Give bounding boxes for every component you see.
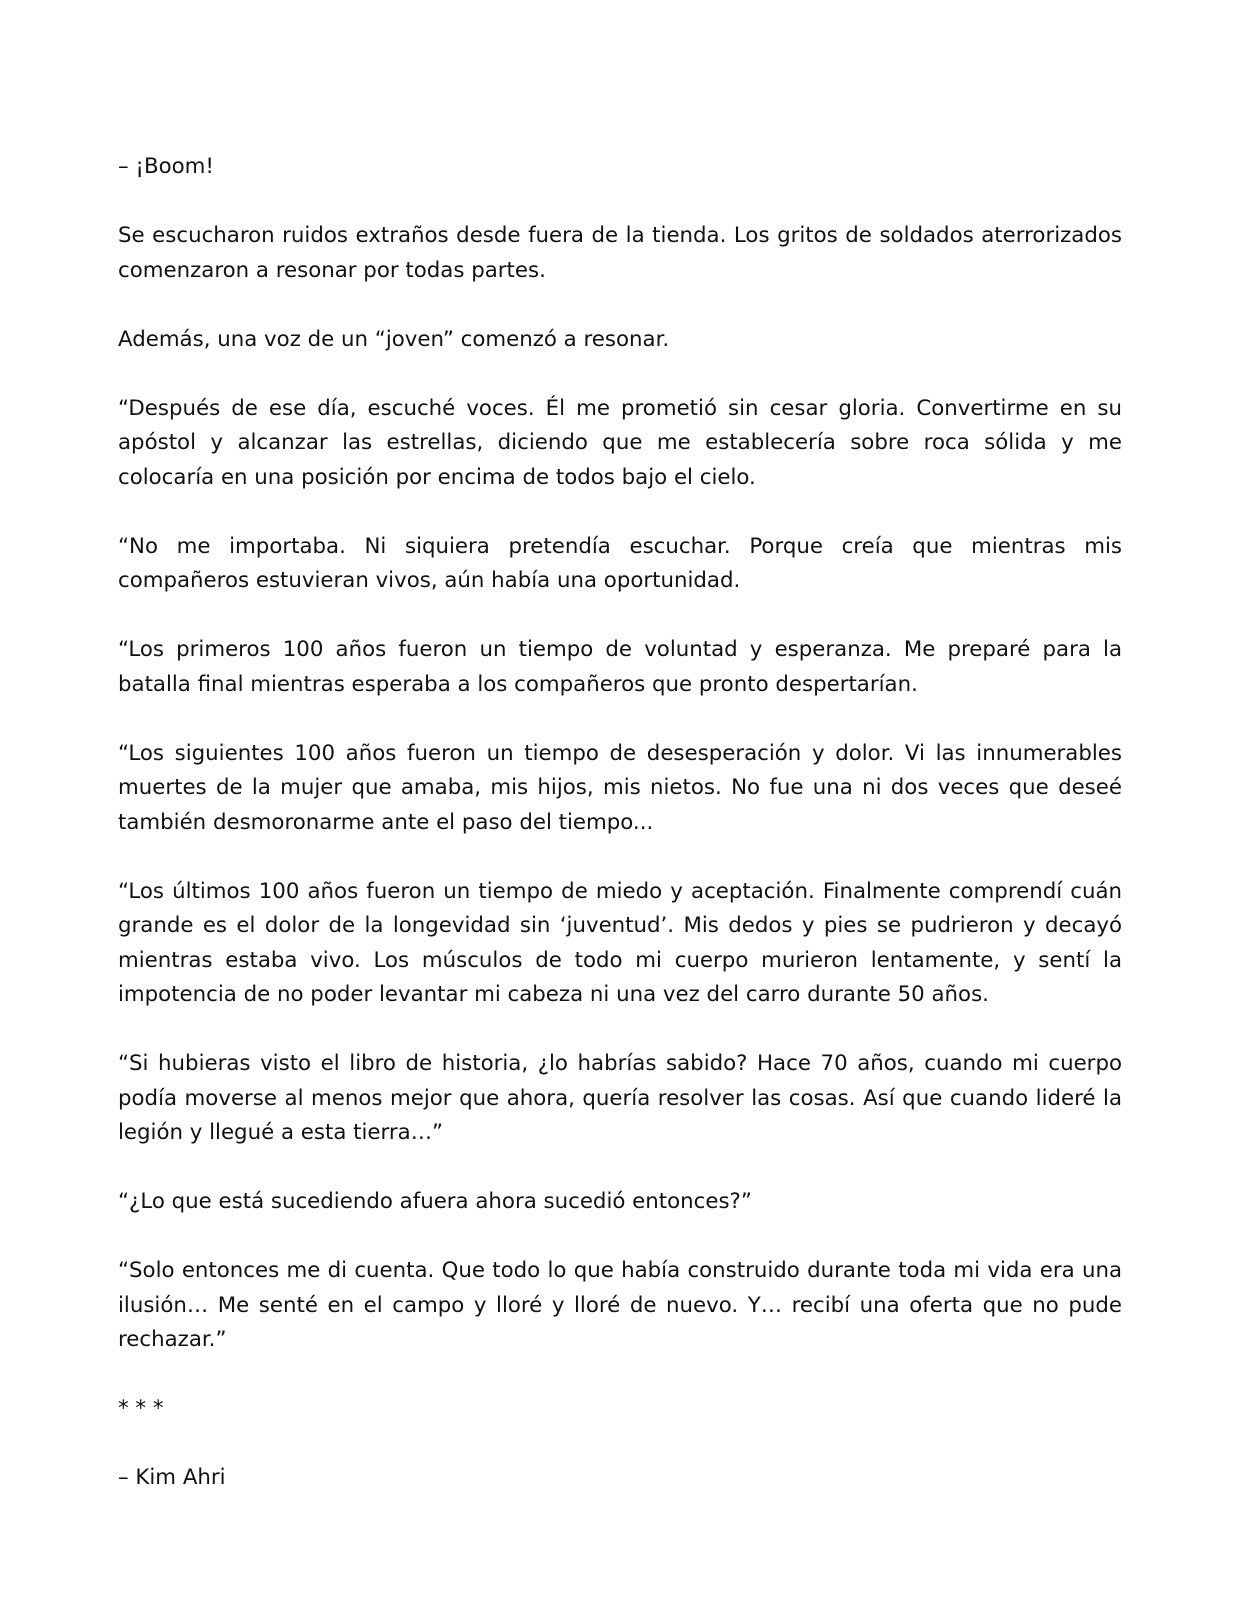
paragraph-history-book: “Si hubieras visto el libro de historia, ¿lo habrías sabido? Hace 70 años, cuando mi cuerpo podía moverse al menos mejor que ahora, quería resolver las cosas. Así que cuando lideré la legión y llegué a esta tierra…”: [118, 1051, 1122, 1145]
paragraph-first-100-years: “Los primeros 100 años fueron un tiempo de voluntad y esperanza. Me preparé para la batalla final mientras esperaba a los compañeros que pronto despertarían.: [118, 637, 1122, 697]
paragraph-young-voice: Además, una voz de un “joven” comenzó a resonar.: [118, 326, 670, 352]
paragraph-voices: “Después de ese día, escuché voces. Él me prometió sin cesar gloria. Convertirme en su apóstol y alcanzar las estrellas, diciendo que me establecería sobre roca sólida y me colocaría en una posición por encima de todos bajo el cielo.: [118, 395, 1122, 490]
paragraph-boom: – ¡Boom!: [118, 154, 214, 179]
paragraph-did-not-care: “No me importaba. Ni siquiera pretendía escuchar. Porque creía que mientras mis compañeros estuvieran vivos, aún había una oportunidad.: [118, 533, 1122, 593]
paragraph-happening-outside: “¿Lo que está sucediendo afuera ahora sucedió entonces?”: [118, 1189, 752, 1214]
author-signature: – Kim Ahri: [118, 1465, 226, 1490]
paragraph-last-100-years: “Los últimos 100 años fueron un tiempo de miedo y aceptación. Finalmente comprendí cuán grande es el dolor de la longevidad sin ‘juventud’. Mis dedos y pies se pudrieron y decayó mientras estaba vivo. Los músculos de todo mi cuerpo murieron lentamente, y sentí la impotencia de no poder levantar mi cabeza ni una vez del carro durante 50 años.: [118, 878, 1122, 1007]
paragraph-noises: Se escucharon ruidos extraños desde fuera de la tienda. Los gritos de soldados aterrorizados comenzaron a resonar por todas partes.: [118, 223, 1122, 283]
section-separator: * * *: [118, 1396, 164, 1421]
document-page: [118, 150, 1122, 1496]
paragraph-next-100-years: “Los siguientes 100 años fueron un tiempo de desesperación y dolor. Vi las innumerables muertes de la mujer que amaba, mis hijos, mis nietos. No fue una ni dos veces que deseé también desmoronarme ante el paso del tiempo...: [118, 740, 1122, 835]
paragraph-realization: “Solo entonces me di cuenta. Que todo lo que había construido durante toda mi vida era una ilusión… Me senté en el campo y lloré y lloré de nuevo. Y… recibí una oferta que no pude rechazar.”: [118, 1258, 1122, 1352]
